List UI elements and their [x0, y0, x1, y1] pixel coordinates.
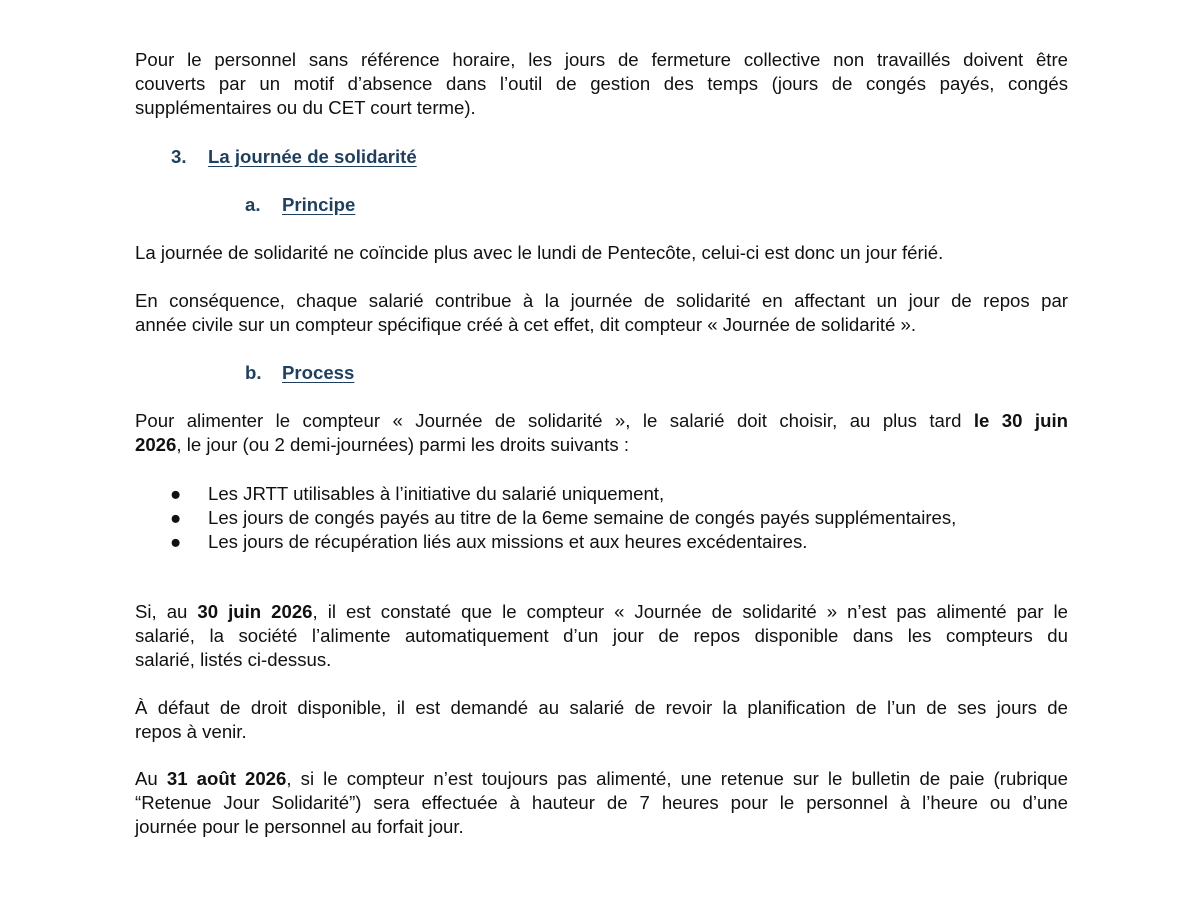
subheading-letter: a.	[245, 194, 261, 215]
text-line	[135, 72, 1068, 96]
bullet-icon: ●	[170, 507, 182, 528]
paragraph-closure	[135, 48, 1068, 120]
text-line	[135, 624, 1068, 648]
text-line	[135, 409, 1068, 433]
text-segment: couverts par un motif d’absence dans l’outil de gestion des temps (jours de congés payés, congés	[135, 73, 1068, 94]
paragraph-consequence	[135, 289, 1068, 337]
paragraph-process	[135, 409, 1068, 457]
text-line	[135, 767, 1068, 791]
text-segment: journée pour le personnel au forfait jour.	[135, 816, 464, 837]
text-line	[135, 96, 1068, 120]
bold-text: 30 juin 2026	[197, 601, 313, 622]
bold-text: 2026	[135, 434, 177, 455]
text-line	[135, 696, 1068, 720]
bold-text: le 30 juin	[973, 410, 1068, 431]
subheading-title: Principe	[282, 194, 356, 215]
text-segment: , le jour (ou 2 demi-journées) parmi les droits suivants :	[176, 434, 630, 455]
section-title: La journée de solidarité	[208, 146, 417, 167]
text-segment: , si le compteur n’est toujours pas alimenté, une retenue sur le bulletin de paie (rubrique	[286, 768, 1068, 789]
bold-text: 31 août 2026	[166, 768, 287, 789]
text-line	[135, 720, 1068, 744]
text-segment: supplémentaires ou du CET court terme).	[135, 97, 476, 118]
text-line	[135, 48, 1068, 72]
text-line	[135, 433, 1068, 457]
bullet-text: Les jours de récupération liés aux missions et aux heures excédentaires.	[208, 531, 808, 552]
bullet-text: Les JRTT utilisables à l’initiative du salarié uniquement,	[208, 483, 665, 504]
subheading-title: Process	[282, 362, 355, 383]
paragraph-deadline	[135, 600, 1068, 672]
bullet-text: Les jours de congés payés au titre de la 6eme semaine de congés payés supplémentaires,	[208, 507, 957, 528]
text-segment: année civile sur un compteur spécifique créé à cet effet, dit compteur « Journée de solidarité ».	[135, 314, 917, 335]
paragraph-no-right	[135, 696, 1068, 744]
text-line	[135, 815, 1068, 839]
text-segment: repos à venir.	[135, 721, 247, 742]
text-line	[135, 600, 1068, 624]
text-line	[135, 648, 1068, 672]
bullet-item	[170, 482, 664, 506]
text-segment: salarié, la société l’alimente automatiquement d’un jour de repos disponible dans les compteurs du	[135, 625, 1068, 646]
text-segment: À défaut de droit disponible, il est demandé au salarié de revoir la planification de l’un de ses jours de	[135, 697, 1068, 718]
bullet-icon: ●	[170, 531, 182, 552]
paragraph-retenue	[135, 767, 1068, 839]
text-segment: Au	[135, 768, 167, 789]
bullet-item	[170, 530, 807, 554]
text-segment: Pour alimenter le compteur « Journée de solidarité », le salarié doit choisir, au plus tard	[135, 410, 974, 431]
text-segment: En conséquence, chaque salarié contribue à la journée de solidarité en affectant un jour de repos par	[135, 290, 1068, 311]
subheading-b	[245, 361, 354, 385]
section-heading-3	[171, 145, 417, 169]
text-segment: Si, au	[135, 601, 198, 622]
text-line	[135, 241, 1068, 265]
paragraph-principe	[135, 241, 1068, 265]
section-number: 3.	[171, 146, 187, 167]
bullet-icon: ●	[170, 483, 182, 504]
text-segment: Pour le personnel sans référence horaire, les jours de fermeture collective non travaillés doivent être	[135, 49, 1068, 70]
text-segment: “Retenue Jour Solidarité”) sera effectuée à hauteur de 7 heures pour le personnel à l’heure ou d’une	[135, 792, 1068, 813]
bullet-item	[170, 506, 956, 530]
text-line	[135, 289, 1068, 313]
subheading-letter: b.	[245, 362, 262, 383]
text-segment: , il est constaté que le compteur « Journée de solidarité » n’est pas alimenté par le	[312, 601, 1068, 622]
text-segment: La journée de solidarité ne coïncide plus avec le lundi de Pentecôte, celui-ci est donc un jour férié.	[135, 242, 944, 263]
subheading-a	[245, 193, 355, 217]
text-line	[135, 313, 1068, 337]
text-segment: salarié, listés ci-dessus.	[135, 649, 332, 670]
text-line	[135, 791, 1068, 815]
